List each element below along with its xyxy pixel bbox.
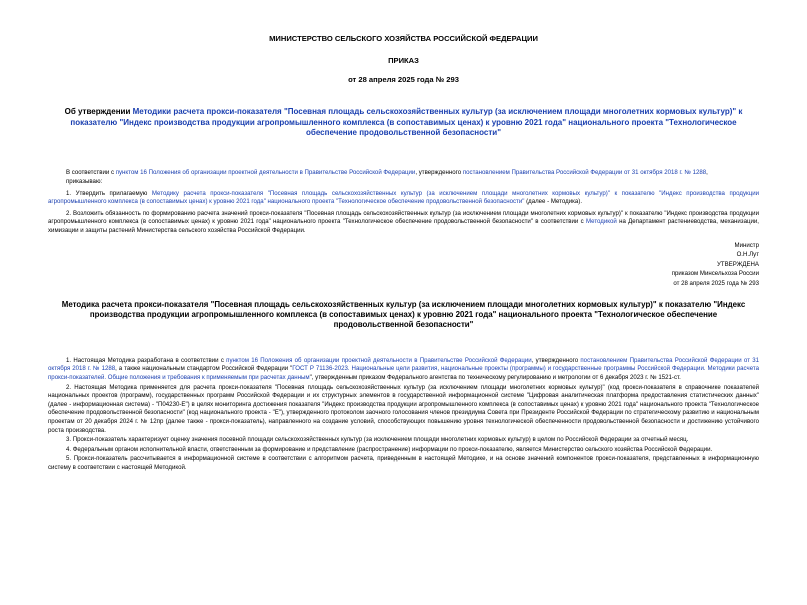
method-body bbox=[48, 357, 759, 473]
method-title: Методика расчета прокси-показателя "Посевная площадь сельскохозяйственных культур (за исключением площади многолетних кормовых культур)" к показателю "Индекс производства продукции агропромышленного комплекса (в сопоставимых ценах) к уровню 2021 года" национального проекта "Технологическое обеспечение продовольственной безопасности" bbox=[61, 299, 746, 330]
item-1-tail: (далее - Методика). bbox=[524, 198, 583, 206]
order-word: приказываю: bbox=[66, 178, 103, 186]
item-1-method-link[interactable]: Методику расчета прокси-показателя "Посевная площадь сельскохозяйственных культур (за исключением площади многолетних кормовых культур)" к показателю "Индекс производства продукции агропромышленного комплекса (в сопоставимых ценах) к уровню 2021 года" национального проекта "Технологическое обеспечение продовольственной безопасности" bbox=[48, 189, 759, 206]
title-method-link[interactable]: Методики расчета прокси-показателя "Посевная площадь сельскохозяйственных культур (за исключением площади многолетних кормовых культур)" к показателю "Индекс производства продукции агропромышленного комплекса (в сопоставимых ценах) к уровню 2021 года" национального проекта "Технологическое обеспечение продовольственной безопасности" bbox=[70, 107, 743, 137]
preamble-link-regulation[interactable]: пунктом 16 Положения об организации проектной деятельности в Правительстве Российской Федерации bbox=[115, 168, 416, 176]
method-p1-text-1: 1. Настоящая Методика разработана в соответствии с bbox=[66, 356, 227, 364]
method-paragraph-1: 1. Настоящая Методика разработана в соответствии с пунктом 16 Положения об организации проектной деятельности в Правительстве Российской Федерации, утвержденного постановлением Правительства Российской Федерации от 31 октября 2018 г. № 1288, а также национальным стандартом Российской Федерации "ГОСТ Р 71136-2023. Национальные цели развития, национальные проекты (программы) и государственные программы Российской Федерации. Методики расчета прокси-показателей. Общие положения и требования к применяемым при расчетах данным", утвержденным приказом Федерального агентства по техническому регулированию и метрологии от 6 декабря 2023 г. № 1521-ст. bbox=[48, 356, 760, 382]
item-2 bbox=[48, 210, 759, 236]
order-body bbox=[48, 169, 759, 236]
method-paragraph-4: 4. Федеральным органом исполнительной власти, ответственным за формирование и представление (распространение) информации по прокси-показателю, является Министерство сельского хозяйства Российской Федерации. bbox=[66, 445, 713, 453]
order-heading: ПРИКАЗ bbox=[388, 56, 419, 65]
approval-order: приказом Минсельхоза России bbox=[671, 270, 759, 278]
preamble-link-decree[interactable]: постановлением Правительства Российской Федерации от 31 октября 2018 г. № 1288 bbox=[462, 168, 707, 176]
signature-block bbox=[48, 241, 759, 289]
preamble-text-1: В соответствии с bbox=[66, 168, 116, 176]
item-2-tail: на Департамент растениеводства, механизации, химизации и защиты растений Министерства сельского хозяйства Российской Федерации. bbox=[48, 218, 759, 235]
method-paragraph-5: 5. Прокси-показатель рассчитывается в информационной системе в соответствии с алгоритмом расчета, приведенным в настоящей Методике, и на основе значений компонентов прокси-показателя, представленных в информационную систему в соответствии с настоящей Методикой. bbox=[48, 455, 759, 471]
signature-name: О.Н.Лут bbox=[736, 251, 759, 259]
method-paragraph-2: 2. Настоящая Методика применяется для расчета прокси-показателя "Посевная площадь сельскохозяйственных культур (за исключением площади многолетних кормовых культур)" (код прокси-показателя в справочнике показателей национальных проектов (программ), государственных программ Российской Федерации и их структурных элементов в государственной информационной системе "Цифровая аналитическая платформа предоставления статистических данных" (далее - информационная система) - "П04230-Е") в целях мониторинга достижения показателя "Индекс производства продукции агропромышленного комплекса (в сопоставимых ценах) к уровню 2021 года" национального проекта "Технологическое обеспечение продовольственной безопасности" (код национального проекта - "Е"), утвержденного протоколом заочного голосования членов президиума Совета при Президенте Российской Федерации по стратегическому развитию и национальным проектам от 20 декабря 2024 г. № 12пр (далее также - прокси-показатель), направленного на создание условий, способствующих повышению уровня технологической обеспеченности продовольственной безопасности и достижению устойчивого роста производства. bbox=[48, 383, 759, 434]
signature-position: Министр bbox=[734, 241, 759, 249]
method-p1-link-gost[interactable]: ГОСТ Р 71136-2023. Национальные цели развития, национальные проекты (программы) и государственные программы Российской Федерации. Методики расчета прокси-показателей. Общие положения и требования к применяемым при расчетах данным bbox=[48, 365, 759, 382]
method-paragraph-3: 3. Прокси-показатель характеризует оценку значения посевной площади сельскохозяйственных культур (за исключением площади многолетних кормовых культур) в целом по Российской Федерации за отчетный месяц. bbox=[66, 436, 689, 444]
preamble-text-3: , bbox=[706, 168, 708, 176]
preamble-paragraph bbox=[48, 169, 759, 178]
item-2-text: 2. Возложить обязанность по формированию расчета значений прокси-показателя "Посевная площадь сельскохозяйственных культур (за исключением площади многолетних кормовых культур)" к показателю "Индекс производства продукции агропромышленного комплекса (в сопоставимых ценах) к уровню 2021 года" национального проекта "Технологическое обеспечение продовольственной безопасности" в соответствии с bbox=[48, 209, 759, 226]
approval-date: от 28 апреля 2025 года № 293 bbox=[673, 280, 759, 288]
approval-label: УТВЕРЖДЕНА bbox=[716, 260, 759, 268]
item-1 bbox=[48, 190, 759, 207]
item-2-method-link[interactable]: Методикой bbox=[585, 218, 617, 226]
method-p1-link-decree[interactable]: постановлением Правительства Российской Федерации от 31 октября 2018 г. № 1288 bbox=[48, 356, 760, 373]
method-p1-text-3: , а также национальным стандартом Российской Федерации bbox=[115, 365, 291, 373]
item-1-text: 1. Утвердить прилагаемую bbox=[66, 189, 152, 197]
order-date: от 28 апреля 2025 года № 293 bbox=[348, 75, 459, 84]
method-p1-text-2: , утвержденного bbox=[531, 356, 581, 364]
method-p1-link-regulation[interactable]: пунктом 16 Положения об организации проектной деятельности в Правительстве Российской Федерации bbox=[226, 356, 532, 364]
order-title bbox=[48, 107, 759, 139]
method-p1-text-4: ", утвержденным приказом Федерального агентства по техническому регулированию и метрологии от 6 декабря 2023 г. № 1521-ст. bbox=[309, 374, 681, 382]
preamble-text-2: , утвержденного bbox=[415, 168, 463, 176]
document-page bbox=[0, 34, 807, 605]
title-prefix: Об утверждении bbox=[64, 107, 133, 116]
ministry-heading: МИНИСТЕРСТВО СЕЛЬСКОГО ХОЗЯЙСТВА РОССИЙСКОЙ ФЕДЕРАЦИИ bbox=[269, 34, 538, 43]
